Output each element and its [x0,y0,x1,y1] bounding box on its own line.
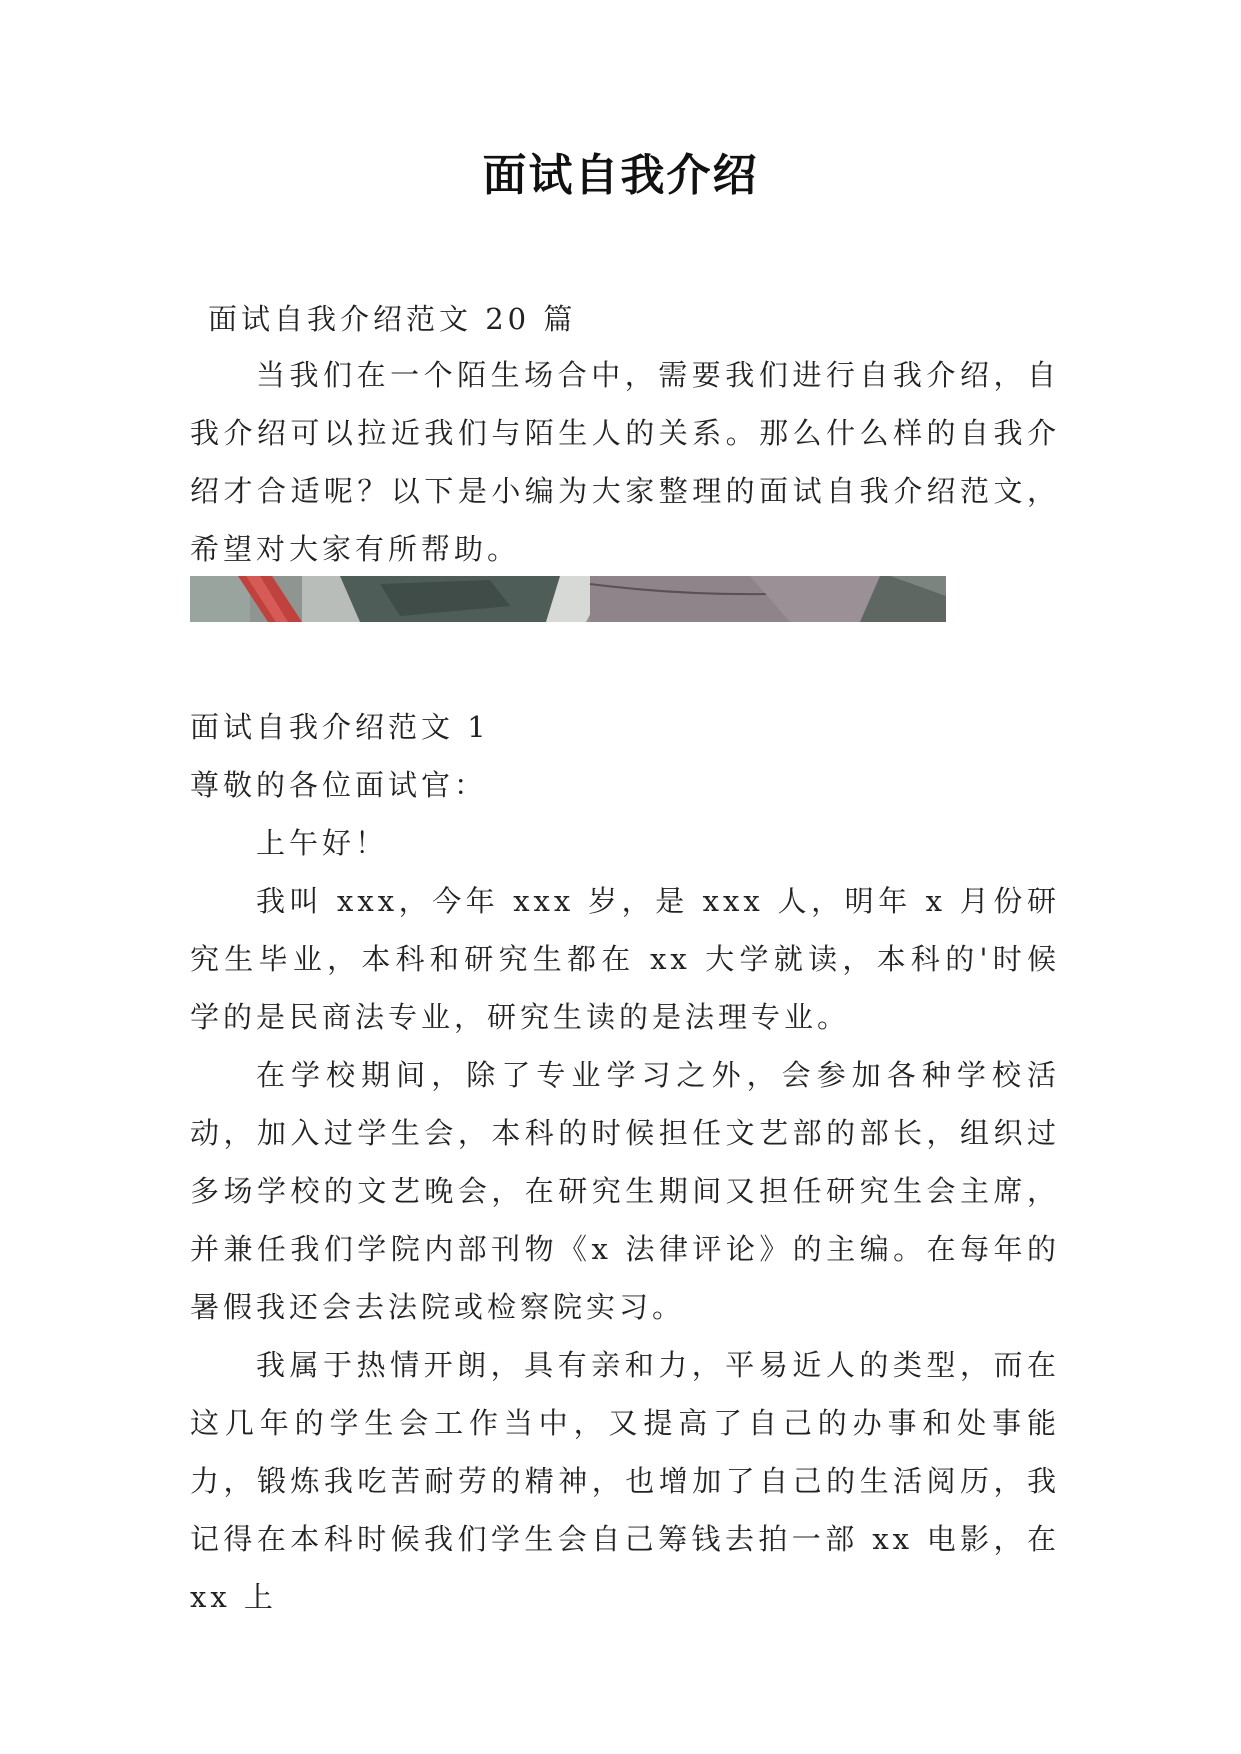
body-paragraph: 我叫 xxx，今年 xxx 岁，是 xxx 人，明年 x 月份研究生毕业，本科和研究生都在 xx 大学就读，本科的'时候学的是民商法专业，研究生读的是法理专业。 [190,884,1060,1034]
salutation: 尊敬的各位面试官： [190,768,488,802]
body-paragraph: 在学校期间，除了专业学习之外，会参加各种学校活动，加入过学生会，本科的时候担任文艺部的部长，组织过多场学校的文艺晚会，在研究生期间又担任研究生会主席，并兼任我们学院内部刊物《x 法律评论》的主编。在每年的暑假我还会去法院或检察院实习。 [190,1058,1060,1324]
body-paragraph: 我属于热情开朗，具有亲和力，平易近人的类型，而在这几年的学生会工作当中，又提高了自己的办事和处事能力，锻炼我吃苦耐劳的精神，也增加了自己的生活阅历，我记得在本科时候我们学生会自己筹钱去拍一部 xx 电影，在 xx 上 [190,1348,1060,1614]
document-subtitle: 面试自我介绍范文 20 篇 [208,302,577,336]
section-heading: 面试自我介绍范文 1 [190,710,490,744]
intro-paragraph: 当我们在一个陌生场合中，需要我们进行自我介绍，自我介绍可以拉近我们与陌生人的关系。那么什么样的自我介绍才合适呢？以下是小编为大家整理的面试自我介绍范文，希望对大家有所帮助。 [190,358,1060,566]
banner-photo-strip [190,576,946,622]
essay-section [190,698,1060,1626]
banner-image [190,576,946,622]
greeting: 上午好！ [256,826,389,860]
page-title: 面试自我介绍 [482,150,759,201]
